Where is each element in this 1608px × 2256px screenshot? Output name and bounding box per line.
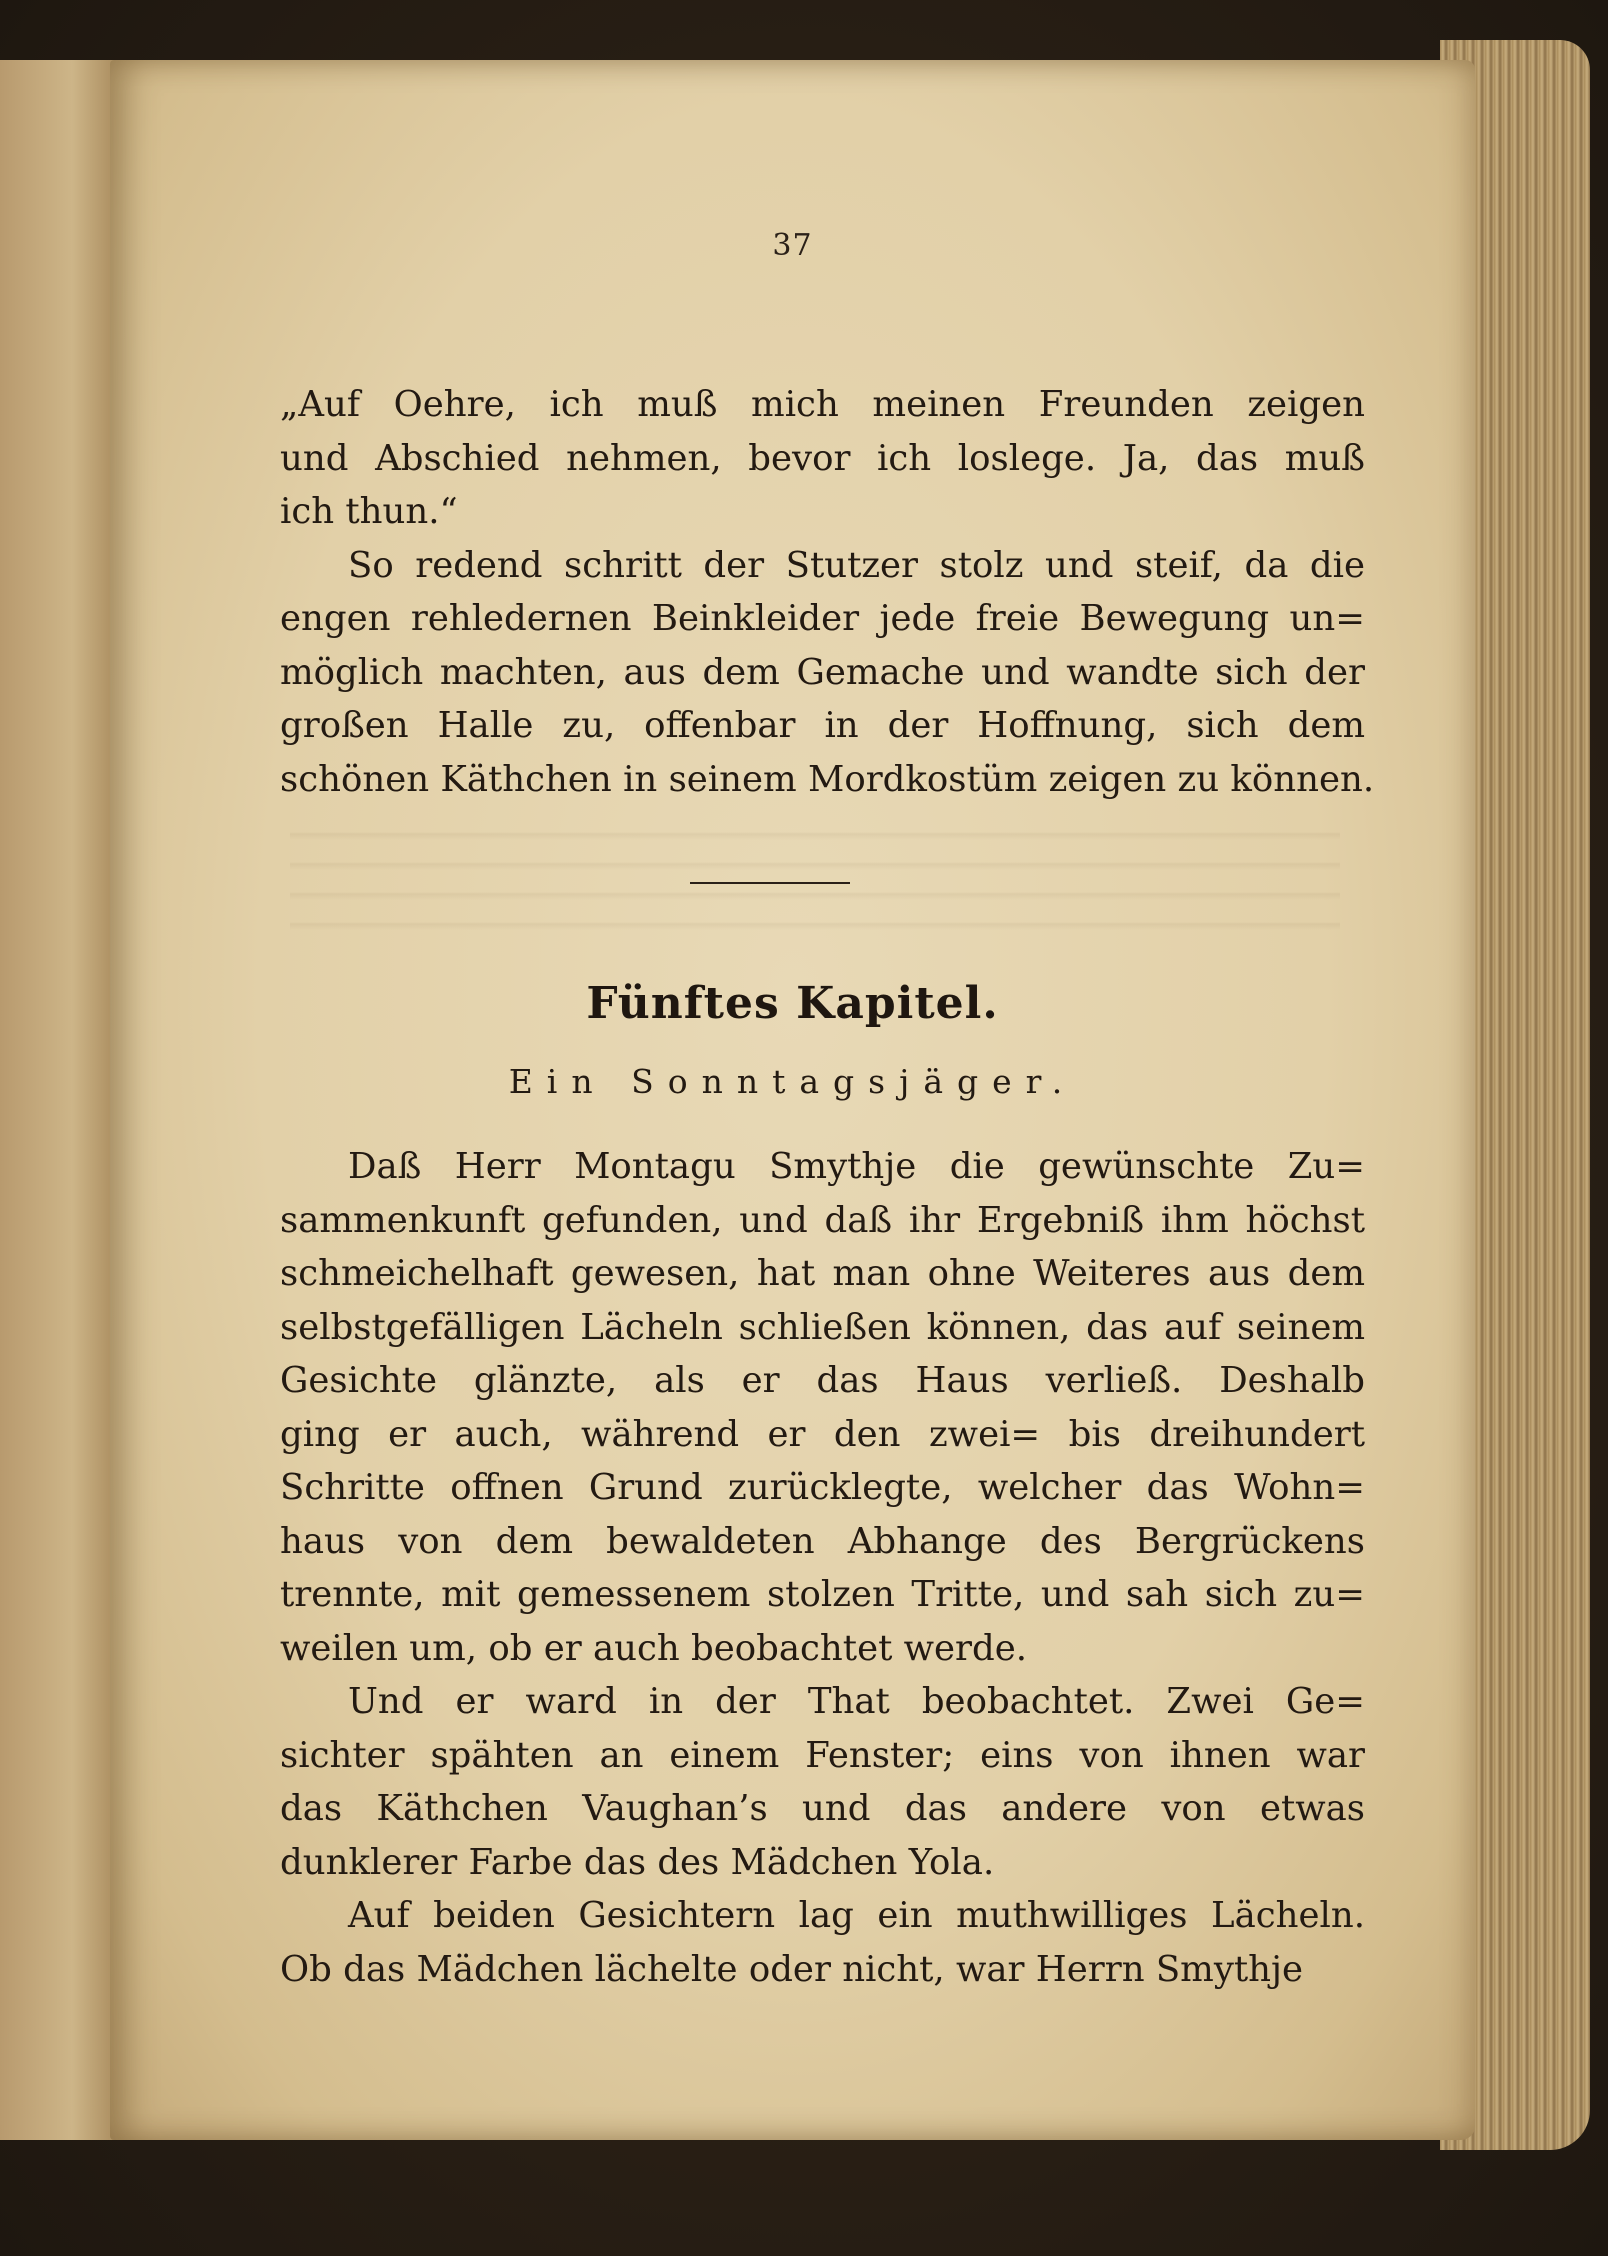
previous-page-edge — [0, 60, 120, 2140]
text-line: engen rehledernen Beinkleider jede freie Bewegung un= — [280, 598, 1365, 639]
text-line: schönen Käthchen in seinem Mordkostüm zeigen zu können. — [280, 758, 1375, 800]
text-line: ging er auch, während er den zwei= bis dreihundert — [280, 1413, 1365, 1455]
chapter-subtitle: Ein Sonntagsjäger. — [508, 1062, 1077, 1101]
paragraph — [280, 539, 1375, 807]
text-line: Daß Herr Montagu Smythje die gewünschte Zu= — [348, 1146, 1365, 1187]
text-line: und Abschied nehmen, bevor ich loslege. Ja, das muß — [280, 437, 1365, 479]
text-line: möglich machten, aus dem Gemache und wandte sich der — [280, 651, 1365, 693]
text-line: das Käthchen Vaughan’s und das andere von etwas — [280, 1788, 1365, 1829]
text-block-top — [280, 378, 1375, 806]
text-line: selbstgefälligen Lächeln schließen können, das auf seinem — [280, 1306, 1365, 1348]
text-line: weilen um, ob er auch beobachtet werde. — [280, 1627, 1028, 1669]
text-line: haus von dem bewaldeten Abhange des Bergrückens — [280, 1520, 1365, 1562]
text-line: „Auf Oehre, ich muß mich meinen Freunden zeigen — [280, 384, 1365, 425]
section-divider — [690, 882, 850, 884]
page-number: 37 — [772, 228, 813, 263]
paragraph — [280, 1140, 1365, 1675]
text-line: Gesichte glänzte, als er das Haus verließ. Deshalb — [280, 1360, 1365, 1401]
paragraph — [280, 1889, 1365, 1996]
paragraph — [280, 1675, 1365, 1889]
text-line: sichter spähten an einem Fenster; eins von ihnen war — [280, 1734, 1365, 1776]
book-page — [110, 60, 1475, 2140]
paragraph — [280, 378, 1365, 539]
chapter-title: Fünftes Kapitel. — [586, 978, 999, 1029]
text-line: trennte, mit gemessenem stolzen Tritte, und sah sich zu= — [280, 1574, 1365, 1615]
text-line: So redend schritt der Stutzer stolz und steif, da die — [348, 544, 1365, 586]
text-line: Schritte offnen Grund zurücklegte, welcher das Wohn= — [280, 1467, 1365, 1508]
text-line: ich thun.“ — [280, 491, 458, 532]
text-block-bottom — [280, 1140, 1365, 1996]
text-line: schmeichelhaft gewesen, hat man ohne Weiteres aus dem — [280, 1253, 1365, 1294]
text-line: sammenkunft gefunden, und daß ihr Ergebniß ihm höchst — [280, 1199, 1365, 1241]
bleed-through-text — [290, 810, 1340, 930]
text-line: dunklerer Farbe das des Mädchen Yola. — [280, 1841, 995, 1883]
text-line: Ob das Mädchen lächelte oder nicht, war Herrn Smythje — [280, 1948, 1304, 1990]
text-line: Auf beiden Gesichtern lag ein muthwilliges Lächeln. — [348, 1895, 1365, 1936]
text-line: großen Halle zu, offenbar in der Hoffnung, sich dem — [280, 705, 1365, 746]
text-line: Und er ward in der That beobachtet. Zwei Ge= — [348, 1681, 1365, 1722]
